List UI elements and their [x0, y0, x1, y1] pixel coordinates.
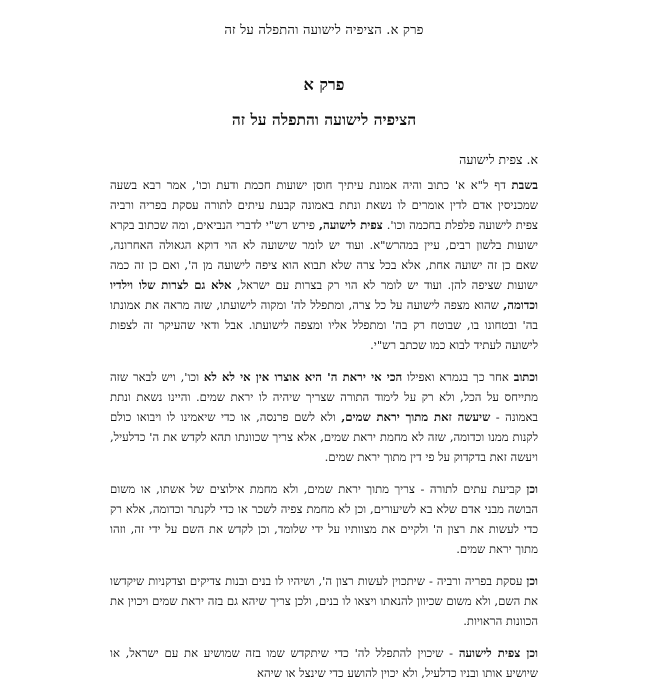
- section-heading: א. צפית לישועה: [459, 152, 538, 167]
- chapter-subtitle: הציפיה לישועה והתפלה על זה: [231, 110, 417, 129]
- paragraph-lead: וכתוב: [513, 370, 538, 384]
- paragraph-lead: וכן: [526, 574, 538, 588]
- chapter-title: פרק א: [303, 75, 345, 94]
- running-header: פרק א. הציפיה לישועה והתפלה על זה: [224, 23, 424, 38]
- paragraph-text: פירש רש"י לדברי הנביאים, ומה שכתוב בקרא ישועות בלשון רבים, עיין במהרש"א. ועוד יש לומר שישועה לא הוי דוקא הגאולה האחרונה, שאם כן זה ישועה אחת, אלא בכל צרה שלא תבוא הוא ציפה לישועה מן ה', ואם כן זה כמה ישועות שציפה להן. ועוד יש לומר לא הוי רק בצרות עם ישראל,: [110, 218, 538, 292]
- paragraph-2: [110, 367, 538, 467]
- paragraph-lead: וכן: [526, 482, 538, 496]
- paragraph-3: [110, 479, 538, 559]
- paragraph-text: וכו', ויש לבאר שזה מתייחס על הכל, ולא רק על לימוד התורה שצריך שיהיה לו יראת שמים. והיינו נשאת ונתת באמונה -: [110, 370, 538, 424]
- paragraph-text: דף ל"א א' כתוב והיה אמונת עיתיך חוסן ישועות חכמת ודעת וכו', אמר רבא בשעה שמכניסין אדם לדין אומרים לו נשאת ונתת באמונה קבעת עיתים לתורה עסקת בפריה ורביה צפית לישועה פלפלת בחכמה וכו'.: [110, 178, 539, 232]
- paragraph-text: עסקת בפריה ורביה - שיתכוין לעשות רצון ה', ושיהיו לו בנים ובנות צדיקים וצדקניות שיקדשו את השם, ולא משום שכיוון להנאתו ויצאו לו בנים, ולכן צריך שיהא גם בזה יראת שמים ויכוין את הכוונות הראויות.: [110, 574, 538, 628]
- paragraph-text: ולא לשם פרנסה, או כדי שיאמינו לו ויבואו כולם לקנות ממנו וכדומה, שזה לא מחמת יראת שמים, אלא צריך שכוונתו תהא לקדש את ה' כדלעיל, ויעשה זאת בדקדוק על פי דין מתוך יראת שמים.: [110, 410, 538, 464]
- paragraph-text: - שיכוין להתפלל לה' כדי שיתקדש שמו בזה שמושיע את עם ישראל, או שיושיע אותו ובניו כדלעיל, ולא יכוין להושע כדי שינצל או שיהא: [110, 646, 538, 680]
- paragraph-text: אחר כך בגמרא ואפילו: [402, 370, 514, 384]
- paragraph-1: [110, 175, 538, 355]
- paragraph-lead: בשבת: [511, 178, 538, 192]
- paragraph-emphasis: שיעשה זאת מתוך יראת שמים,: [341, 410, 491, 424]
- body-text: [110, 175, 538, 683]
- paragraph-text: קביעת עתים לתורה - צריך מתוך יראת שמים, ולא מחמת אילוצים של אשתו, או משום הבושה מבני אדם שלא בא לשיעורים, וכן לא מחמת צפיה לשכר או כדי לקנתר וכדומה, אלא רק כדי לעשות את רצון ה' ולקיים את מצוותיו על ידי שלומד, וכן לקדש את השם על ידי זה, וזהו מתוך יראת שמים.: [110, 482, 538, 556]
- paragraph-5: [110, 643, 538, 683]
- paragraph-emphasis: אלא גם לצרות שלו וילדיו וכדומה,: [110, 278, 538, 312]
- paragraph-emphasis: צפית לישועה,: [318, 218, 383, 232]
- paragraph-lead: וכן צפית לישועה: [458, 646, 538, 660]
- paragraph-text: שהוא מצפה לישועה על כל צרה, ומתפלל לה' ומקוה לישועתו, שזה מראה את אמונתו בה' ובטחונו בו, שבוטח רק בה' ומתפלל אליו ומצפה לישועתו. אבל ודאי שהעיקר זה לצפות לישועה לעתיד לבוא כמו שכתב רש"י.: [110, 298, 538, 352]
- paragraph-4: [110, 571, 538, 631]
- paragraph-emphasis: הכי אי יראת ה' היא אוצרו אין אי לא לא: [203, 370, 403, 384]
- book-page: [0, 22, 650, 680]
